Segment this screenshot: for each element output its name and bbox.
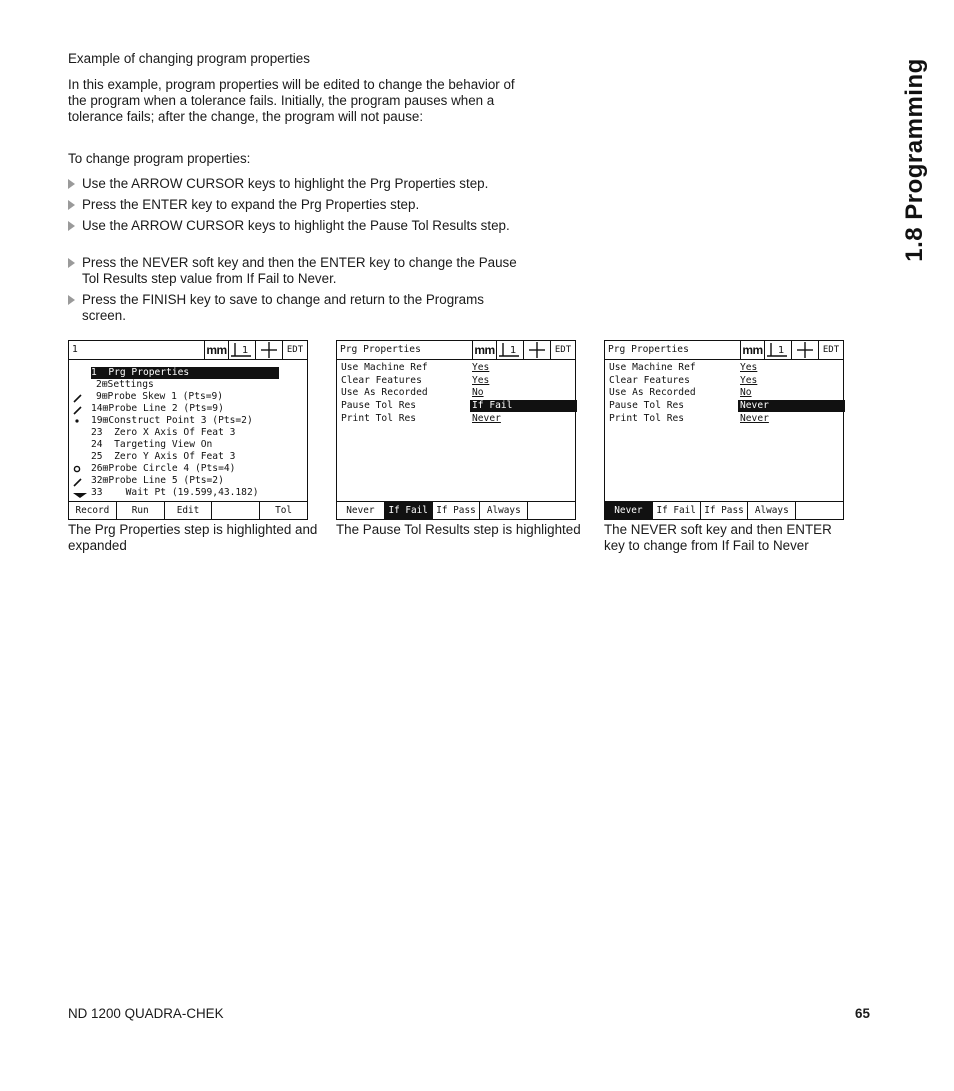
- figure-caption: The Prg Properties step is highlighted and expanded: [68, 522, 318, 553]
- section-title: 1.8 Programming: [901, 58, 928, 262]
- softkey-never[interactable]: Never: [605, 502, 652, 519]
- intro-paragraph: In this example, program properties will be edited to change the behavior of the program when a tolerance fails. Initially, the program pauses when a tolerance fails; after the change, the program will not pause:: [68, 77, 515, 124]
- program-step-row[interactable]: 14⊞Probe Line 2 (Pts=9): [91, 403, 224, 414]
- figure-caption: The NEVER soft key and then ENTER key to change from If Fail to Never: [604, 522, 832, 553]
- datum-icon: [228, 341, 255, 359]
- softkey-bar: [337, 501, 575, 519]
- step-item: Press the FINISH key to save to change and return to the Programs screen.: [68, 292, 518, 324]
- softkey-never[interactable]: Never: [346, 505, 375, 516]
- property-value-selected[interactable]: If Fail: [470, 400, 577, 412]
- program-step-row[interactable]: 32⊞Probe Line 5 (Pts=2): [91, 475, 224, 486]
- line-feature-icon: [72, 404, 84, 416]
- crosshair-icon: [791, 341, 818, 359]
- screen-header: [605, 341, 843, 360]
- property-value[interactable]: Never: [740, 413, 769, 424]
- program-step-row[interactable]: 25 Zero Y Axis Of Feat 3: [91, 451, 236, 462]
- program-step-row[interactable]: 1 Prg Properties: [91, 367, 279, 379]
- triangle-bullet-icon: [68, 221, 75, 231]
- triangle-bullet-icon: [68, 179, 75, 189]
- softkey-if-pass[interactable]: If Pass: [432, 502, 480, 519]
- svg-text:1: 1: [778, 345, 785, 356]
- header-icons: [472, 341, 575, 359]
- property-label: Print Tol Res: [609, 413, 685, 424]
- datum-icon: [496, 341, 523, 359]
- property-value-selected[interactable]: Never: [738, 400, 845, 412]
- program-step-row[interactable]: 33 Wait Pt (19.599,43.182): [91, 487, 259, 498]
- softkey-blank[interactable]: [795, 502, 843, 519]
- step-item: Use the ARROW CURSOR keys to highlight the Prg Properties step.: [68, 176, 518, 192]
- screen-title: 1: [72, 344, 78, 355]
- steps-lead: To change program properties:: [68, 151, 251, 166]
- page-number: 65: [855, 1006, 870, 1021]
- unit-indicator: mm: [204, 341, 228, 359]
- softkey-record[interactable]: Record: [75, 505, 110, 516]
- step-item: Press the ENTER key to expand the Prg Properties step.: [68, 197, 518, 213]
- unit-indicator: mm: [472, 341, 496, 359]
- svg-text:1: 1: [510, 345, 517, 356]
- softkey-blank[interactable]: [211, 502, 259, 519]
- header-icons: [204, 341, 307, 359]
- step-item: Use the ARROW CURSOR keys to highlight the Pause Tol Results step.: [68, 218, 518, 234]
- crosshair-icon: [255, 341, 282, 359]
- softkey-bar: [605, 501, 843, 519]
- figure-caption: The Pause Tol Results step is highlighted: [336, 522, 581, 537]
- property-value[interactable]: Never: [472, 413, 501, 424]
- program-step-row[interactable]: 26⊞Probe Circle 4 (Pts=4): [91, 463, 236, 474]
- unit-indicator: mm: [740, 341, 764, 359]
- property-label: Print Tol Res: [341, 413, 417, 424]
- property-value[interactable]: Yes: [740, 375, 758, 386]
- example-heading: Example of changing program properties: [68, 51, 310, 66]
- screen-title: Prg Properties: [608, 344, 689, 355]
- edit-mode-indicator: EDT: [550, 341, 575, 359]
- property-label: Pause Tol Res: [341, 400, 417, 411]
- property-value[interactable]: No: [472, 387, 484, 398]
- softkey-always[interactable]: Always: [479, 502, 527, 519]
- property-label: Pause Tol Res: [609, 400, 685, 411]
- triangle-bullet-icon: [68, 295, 75, 305]
- property-value[interactable]: Yes: [472, 375, 490, 386]
- property-value[interactable]: Yes: [472, 362, 490, 373]
- program-step-row[interactable]: 24 Targeting View On: [91, 439, 213, 450]
- crosshair-icon: [523, 341, 550, 359]
- program-step-row[interactable]: 2⊞Settings: [96, 379, 154, 390]
- lcd-screen-program-list: [68, 340, 308, 520]
- footer-product-name: ND 1200 QUADRA-CHEK: [68, 1006, 224, 1021]
- softkey-bar: [69, 501, 307, 519]
- point-feature-icon: [72, 416, 84, 428]
- line-feature-icon: [72, 476, 84, 488]
- softkey-tol[interactable]: Tol: [259, 502, 307, 519]
- screen-title: Prg Properties: [340, 344, 421, 355]
- property-label: Use Machine Ref: [341, 362, 428, 373]
- line-feature-icon: [72, 392, 84, 404]
- screen-header: [337, 341, 575, 360]
- triangle-bullet-icon: [68, 200, 75, 210]
- softkey-edit[interactable]: Edit: [164, 502, 212, 519]
- svg-text:1: 1: [242, 345, 249, 356]
- softkey-if-fail[interactable]: If Fail: [652, 502, 700, 519]
- softkey-run[interactable]: Run: [116, 502, 164, 519]
- softkey-always[interactable]: Always: [747, 502, 795, 519]
- property-label: Use As Recorded: [609, 387, 696, 398]
- screen-header: [69, 341, 307, 360]
- property-label: Clear Features: [341, 375, 422, 386]
- circle-feature-icon: [72, 464, 84, 476]
- property-value[interactable]: No: [740, 387, 752, 398]
- edit-mode-indicator: EDT: [282, 341, 307, 359]
- scroll-down-icon[interactable]: [72, 488, 88, 500]
- datum-icon: [764, 341, 791, 359]
- edit-mode-indicator: EDT: [818, 341, 843, 359]
- property-label: Use As Recorded: [341, 387, 428, 398]
- program-step-row[interactable]: 23 Zero X Axis Of Feat 3: [91, 427, 236, 438]
- program-step-row[interactable]: 19⊞Construct Point 3 (Pts=2): [91, 415, 253, 426]
- softkey-if-pass[interactable]: If Pass: [700, 502, 748, 519]
- lcd-screen-prg-properties-before: [336, 340, 576, 520]
- softkey-blank[interactable]: [527, 502, 575, 519]
- softkey-if-fail[interactable]: If Fail: [384, 502, 432, 519]
- triangle-bullet-icon: [68, 258, 75, 268]
- lcd-screen-prg-properties-after: [604, 340, 844, 520]
- step-item: Press the NEVER soft key and then the ENTER key to change the Pause Tol Results step value from If Fail to Never.: [68, 255, 518, 287]
- property-label: Clear Features: [609, 375, 690, 386]
- property-value[interactable]: Yes: [740, 362, 758, 373]
- property-label: Use Machine Ref: [609, 362, 696, 373]
- program-step-row[interactable]: 9⊞Probe Skew 1 (Pts=9): [96, 391, 224, 402]
- header-icons: [740, 341, 843, 359]
